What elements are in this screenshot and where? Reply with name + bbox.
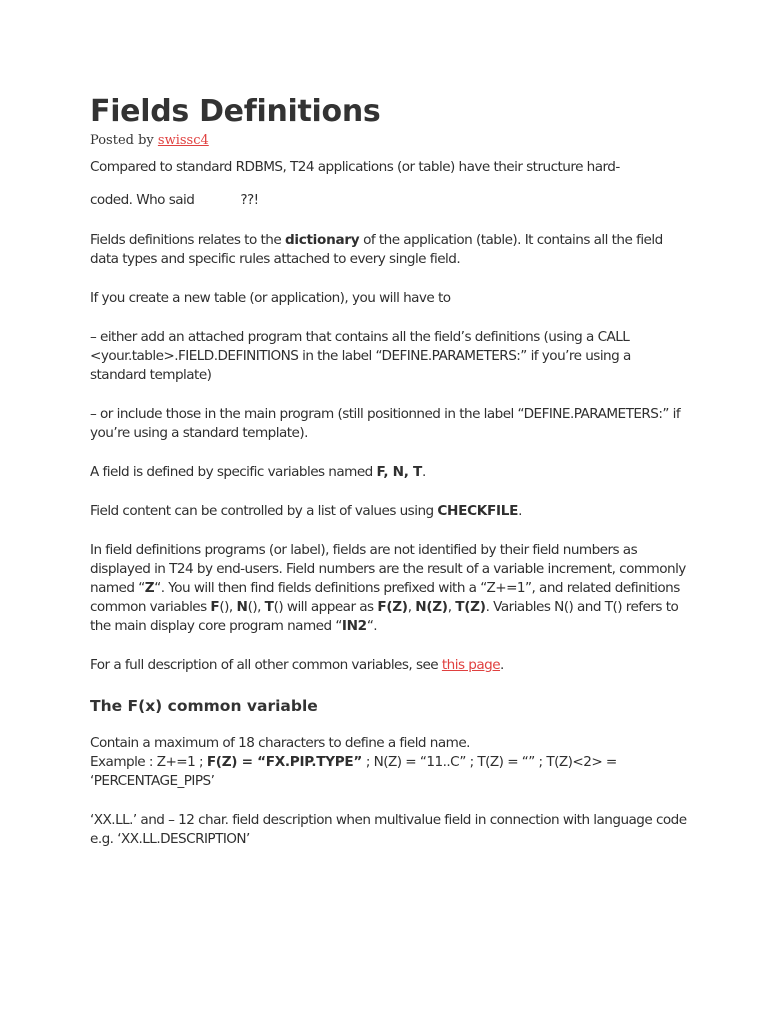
p7-c6: . Variables N() and T() refers to the main display core program named “	[90, 599, 679, 634]
intro-line-2-end: ??!	[240, 192, 259, 208]
intro-line-2-text: coded. Who said	[90, 192, 195, 208]
paragraph-option-2: – or include those in the main program (still positionned in the label “DEFINE.PARAMETERS:” if you’re using a standard template).	[90, 406, 681, 441]
p9-line-1: Contain a maximum of 18 characters to define a field name.	[90, 735, 470, 751]
p5-text-b: .	[421, 464, 426, 480]
paragraph-new-table: If you create a new table (or application), you will have to	[90, 290, 451, 306]
p7-c4: ,	[407, 599, 416, 615]
p6-text-b: .	[518, 503, 522, 519]
p9-example-a: Example : Z+=1 ;	[90, 754, 207, 770]
p7-c3: () will appear as	[273, 599, 378, 615]
this-page-link[interactable]: this page	[441, 657, 501, 673]
p7-c2: (),	[247, 599, 265, 615]
p7-c5: ,	[447, 599, 456, 615]
article	[90, 92, 690, 849]
p7-text-a: In field definitions programs (or label), fields are not identified by their field numbers as displayed in T24 by end-users. Field numbers are the result of a variable increment, commonly named “	[90, 542, 686, 596]
paragraph-option-1: – either add an attached program that contains all the field’s definitions (using a CALL <your.table>.FIELD.DEFINITIONS in the label “DEFINE.PARAMETERS:” if you’re using a standard template)	[90, 329, 631, 383]
page-title: Fields Definitions	[90, 94, 381, 129]
intro-line-2	[90, 191, 690, 210]
p7-in2: IN2	[341, 618, 367, 634]
paragraph-xx-ll: ‘XX.LL.’ and – 12 char. field description when multivalue field in connection with language code e.g. ‘XX.LL.DESCRIPTION’	[90, 812, 687, 847]
section-heading: The F(x) common variable	[90, 697, 318, 715]
paragraph-field-numbers	[90, 541, 690, 636]
author-link[interactable]: swissc4	[157, 133, 209, 148]
p7-n: N	[236, 599, 248, 615]
p8-text-b: .	[500, 657, 504, 673]
p1-text-b: of the application (table). It contains all the field data types and specific rules attached to every single field.	[90, 232, 663, 267]
paragraph-see-more	[90, 656, 690, 675]
p7-end: “.	[366, 618, 378, 634]
p9-example-b: ; N(Z) = “11..C” ; T(Z) = “” ; T(Z)<2> = ‘PERCENTAGE_PIPS’	[90, 754, 617, 789]
paragraph-fx	[90, 734, 690, 791]
byline	[90, 132, 690, 150]
p9-example-bold: F(Z) = “FX.PIP.TYPE”	[206, 754, 363, 770]
posted-by-label: Posted by	[90, 133, 154, 148]
p7-fz: F(Z)	[377, 599, 408, 615]
p7-text-b: “. You will then find fields definitions prefixed with a “Z+=1”, and related definitions common variables	[90, 580, 680, 615]
p5-bold: F, N, T	[376, 464, 422, 480]
p7-nz: N(Z)	[415, 599, 448, 615]
p7-tz: T(Z)	[455, 599, 486, 615]
paragraph-fnt	[90, 463, 690, 482]
p7-f: F	[210, 599, 220, 615]
p5-text-a: A field is defined by specific variables named	[90, 464, 377, 480]
p6-text-a: Field content can be controlled by a list of values using	[90, 503, 438, 519]
p1-text-a: Fields definitions relates to the	[90, 232, 285, 248]
p7-z: Z	[144, 580, 155, 596]
paragraph-dictionary	[90, 231, 690, 269]
p8-text-a: For a full description of all other common variables, see	[90, 657, 442, 673]
p7-t: T	[264, 599, 274, 615]
p1-bold: dictionary	[284, 232, 360, 248]
intro-line-1: Compared to standard RDBMS, T24 applications (or table) have their structure hard-	[90, 159, 620, 175]
paragraph-checkfile	[90, 502, 690, 521]
p6-bold: CHECKFILE	[437, 503, 519, 519]
p7-c1: (),	[219, 599, 237, 615]
